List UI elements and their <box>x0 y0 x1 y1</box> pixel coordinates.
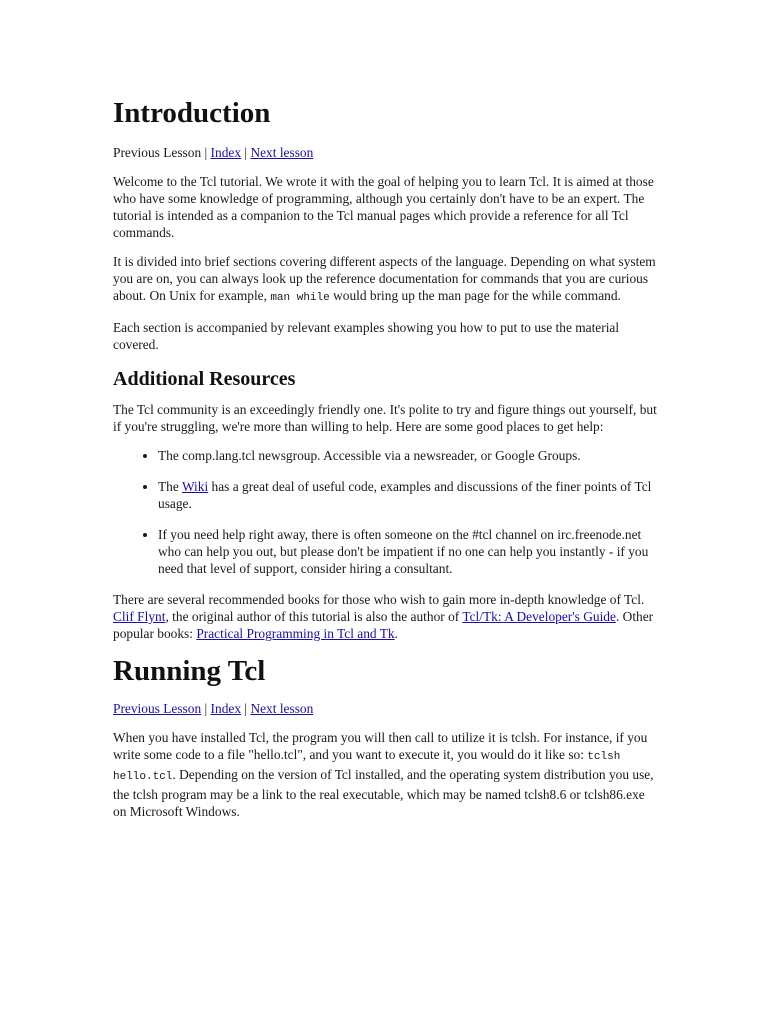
list-item-wiki-text-a: The <box>158 479 182 494</box>
practical-programming-link[interactable]: Practical Programming in Tcl and Tk <box>196 626 395 641</box>
list-item-wiki-text-b: has a great deal of useful code, examples and discussions of the finer points of Tcl usage. <box>158 479 652 511</box>
books-text-a: There are several recommended books for those who wish to gain more in-depth knowledge of Tcl. <box>113 592 645 607</box>
running-paragraph <box>113 729 658 820</box>
tcl-tk-developers-guide-link[interactable]: Tcl/Tk: A Developer's Guide <box>462 609 616 624</box>
previous-lesson-link[interactable]: Previous Lesson <box>113 701 202 716</box>
intro-paragraph-welcome: Welcome to the Tcl tutorial. We wrote it with the goal of helping you to learn Tcl. It is aimed at those who have some knowledge of programming, although you certainly don't have to be an expert. The tutorial is intended as a companion to the Tcl manual pages which provide a reference for all Tcl commands. <box>113 174 654 240</box>
nav-separator: | <box>201 701 211 716</box>
heading-introduction: Introduction <box>113 97 271 129</box>
list-item-newsgroup: • The comp.lang.tcl newsgroup. Accessible via a newsreader, or Google Groups. <box>158 447 658 464</box>
resources-paragraph-community: The Tcl community is an exceedingly friendly one. It's polite to try and figure things out yourself, but if you're struggling, we're more than willing to help. Here are some good places to get help: <box>113 402 657 434</box>
running-text-b: . Depending on the version of Tcl installed, and the operating system distribution you use, the tclsh program may be a link to the real executable, which may be named tclsh8.6 or tclsh86.exe on Microsoft Windows. <box>113 767 654 819</box>
nav-separator: | <box>241 145 251 160</box>
previous-lesson-text: Previous Lesson <box>113 145 202 160</box>
intro-paragraph-sections-text-a: It is divided into brief sections covering different aspects of the language. Depending on what system you are on, you can always look up the reference documentation for commands that you are curious about. On Unix for example, <box>113 254 656 303</box>
intro-paragraph-examples: Each section is accompanied by relevant examples showing you how to put to use the material covered. <box>113 320 620 352</box>
document-content <box>113 96 658 832</box>
books-text-d: . <box>394 626 398 641</box>
next-lesson-link[interactable]: Next lesson <box>250 145 314 160</box>
intro-paragraph-sections-text-b: would bring up the man page for the while command. <box>329 288 621 303</box>
books-text-c: . Other popular books: <box>113 609 654 641</box>
tclsh-hello-code: tclsh hello.tcl <box>113 751 621 783</box>
intro-paragraph-sections <box>113 253 658 307</box>
heading-running-tcl: Running Tcl <box>113 655 266 687</box>
clif-flynt-link[interactable]: Clif Flynt <box>113 609 166 624</box>
nav-separator: | <box>241 701 251 716</box>
next-lesson-link[interactable]: Next lesson <box>250 701 314 716</box>
man-while-code: man while <box>270 292 330 304</box>
books-text-b: , the original author of this tutorial is also the author of <box>165 609 463 624</box>
list-item-irc: • If you need help right away, there is often someone on the #tcl channel on irc.freenode.net who can help you out, but please don't be impatient if no one can help you instantly - if you need that level of support, consider hiring a consultant. <box>158 526 658 577</box>
lesson-nav-intro <box>113 144 658 161</box>
running-text-a: When you have installed Tcl, the program you will then call to utilize it is tclsh. For instance, if you write some code to a file "hello.tcl", and you want to execute it, you would do it like so: <box>113 730 648 762</box>
list-item-wiki <box>158 478 658 512</box>
heading-additional-resources: Additional Resources <box>113 368 296 390</box>
lesson-nav-running <box>113 700 658 717</box>
help-resources-list <box>113 447 658 577</box>
index-link[interactable]: Index <box>210 145 242 160</box>
books-paragraph <box>113 591 658 642</box>
nav-separator: | <box>201 145 211 160</box>
index-link[interactable]: Index <box>210 701 242 716</box>
wiki-link[interactable]: Wiki <box>181 479 209 494</box>
